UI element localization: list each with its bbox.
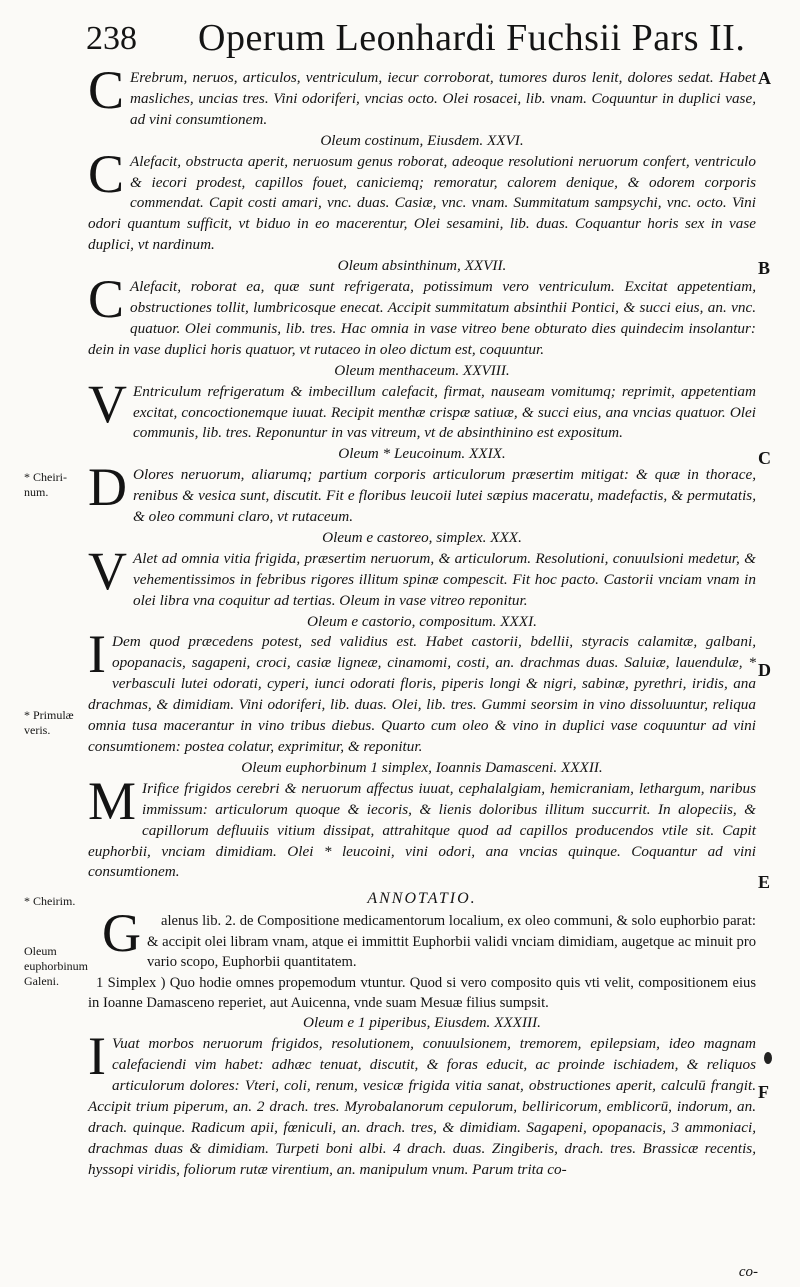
paragraph-oleum-masticinum: CErebrum, neruos, articulos, ventriculum, iecur corroborat, tumores duros lenit, dolores sedat. Habet masliches, uncias tres. Vini odoriferi, vncias octo. Olei rosacei, lib. vnam. Coquuntur in duplici vase, ad vini consumtionem. [88, 60, 756, 128]
heading-oleum-absinthinum: Oleum absinthinum, XXVII. [337, 257, 507, 275]
annotatio-text: Galenus lib. 2. de Compositione medicamentorum localium, ex oleo communi, & solo euphorbio parat: & accipit olei libram vnam, atque ei immittit Euphorbii validi vnciam dimidiam, augetque ac minuit pro vario scopo, Euphorbii quantitatem. [102, 903, 756, 971]
margin-letter-a: A [758, 68, 771, 88]
heading-oleum-leucoinum: Oleum * Leucoinum. XXIX. [338, 445, 506, 463]
margin-note-oleum-euphorbinum-galeni: Oleum euphorbinum Galeni. [24, 944, 88, 988]
margin-letter-e: E [758, 872, 771, 892]
paragraph-oleum-piperibus: IVuat morbos neruorum frigidos, resolutionem, conuulsionem, tremorem, epilepsiam, ideo magnam calefaciendi vim habet: adhæc tenuat, discutit, & foras educit, ac proinde ischiadem, & reliquos articulorum dolores: Vteri, coli, renum, vesicæ frigida vitia sanat, obstructiones aperit, calculū frangit. Accipit trium piperum, an. 2 drach. tres. Myrobalanorum cepulorum, belliricorum, emblicorū, indorum, an. drach. quinque. Radicum apii, fœniculi, an. drach. tres, & dimidiam. Sagapeni, opopanacis, 3 ammoniaci, drachmas duas & dimidiam. Turpeti boni albi. 4 drach. duas. Zingiberis, drach. tres. Brassicæ recentis, hyssopi viridis, foliorum rutæ virentium, an. manipulum vnum. Parum trita co- [88, 1026, 756, 1178]
heading-oleum-menthaceum: Oleum menthaceum. XXVIII. [334, 361, 510, 379]
catchword: co- [738, 1264, 758, 1280]
heading-oleum-euphorbinum: Oleum euphorbinum 1 simplex, Ioannis Damasceni. XXXII. [241, 758, 603, 776]
heading-oleum-piperibus: Oleum e 1 piperibus, Eiusdem. XXXIII. [303, 1014, 541, 1032]
heading-oleum-castorio-compositum: Oleum e castorio, compositum. XXXI. [307, 612, 537, 630]
margin-letter-f: F [758, 1082, 769, 1102]
margin-note-primulae-veris: * Primulæ veris. [24, 708, 74, 737]
paragraph-oleum-leucoinum: DOlores neruorum, aliarumq; partium corporis articulorum præsertim mitigat: & quæ in thorace, renibus & vesica sunt, discutit. Fit e floribus leucoii lutei sæpius maceratu, madefactis, & permutatis, & oleo communi claro, vt rutaceum. [88, 457, 756, 526]
paragraph-oleum-euphorbinum: MIrifice frigidos cerebri & neruorum affectus iuuat, cephalalgiam, hemicraniam, lethargum, naribus immissum: articulorum quoque & iecoris, & lienis doloribus illitum succurrit. In alopeciis, & capillorum defluuiis vitium dissipat, attrahitque quod ad capillos producendos vtile sit. Capit euphorbii, vnciam dimidiam. Olei * leucoini, vini odori, ana vncias quinque. Coquantur ad vini consumtionem. [88, 770, 756, 881]
paragraph-oleum-menthaceum: VEntriculum refrigeratum & imbecillum calefacit, firmat, nauseam vomitumq; reprimit, appetentiam excitat, concoctionemque iuuat. Recipit menthæ crispæ satiuæ, & succi eius, ana vncias quatuor. Olei communis, lib. tres. Reponuntur in vas vitreum, vt de absinthinino est expositum. [88, 373, 756, 442]
margin-note-cheirinum: * Cheiri-num. [24, 470, 67, 499]
margin-note-cheirim: * Cheirim. [24, 894, 76, 908]
margin-letter-b: B [758, 258, 771, 278]
margin-letter-c: C [758, 448, 771, 468]
ink-blot [764, 1052, 772, 1064]
annotatio-heading: ANNOTATIO. [367, 890, 477, 908]
heading-oleum-castoreo-simplex: Oleum e castoreo, simplex. XXX. [322, 528, 522, 546]
running-title: Operum Leonhardi Fuchsii Pars II. [198, 17, 746, 59]
paragraph-oleum-absinthinum: CAlefacit, roborat ea, quæ sunt refrigerata, potissimum vero ventriculum. Excitat appetentiam, obstructiones tollit, lumbricosque enecat. Accipit summitatum absinthii Pontici, & succi eius, an. vnc. quatuor. Olei communis, lib. tres. Hac omnia in vase vitreo bene obturato dies quindecim insolantur: dein in vase duplici horis quatuor, vt rutaceo in oleo dictum est, coquuntur. [88, 269, 756, 358]
page-number: 238 [86, 20, 137, 57]
heading-oleum-costinum: Oleum costinum, Eiusdem. XXVI. [320, 131, 524, 149]
annotatio-note: 1 Simplex ) Quo hodie omnes propemodum vtuntur. Quod si vero composito quis vti velit, compositionem eius in Ioanne Damasceno reperiet, aut Auicenna, vnde suam Mesuæ filius sumpsit. [88, 974, 756, 1011]
margin-letter-d: D [758, 660, 771, 680]
main-text [88, 60, 756, 1181]
paragraph-oleum-castorio-compositum: IDem quod præcedens potest, sed validius est. Habet castorii, bdellii, styracis calamitæ, galbani, opopanacis, sagapeni, croci, casiæ ligneæ, cinamomi, costi, an. drachmas duas. Saluiæ, lauendulæ, * verbasculi lutei odorati, cyperi, iunci odorati floris, piperis longi & nigri, sabinæ, pyrethri, iridis, ana drachmas, & dimidiam. Vini odoriferi, lib. duas. Olei, lib. tres. Gummi seorsim in vino dissoluuntur, reliqua omnia tusa macerantur in vino tribus diebus. Quarto cum oleo & vino in duplici vase coquuntur ad vini consumtionem: postea colatur, exprimitur, & reponitur. [88, 624, 756, 755]
page-header [86, 16, 746, 64]
paragraph-oleum-castoreo-simplex: VAlet ad omnia vitia frigida, præsertim neruorum, & articulorum. Resolutioni, conuulsioni medetur, & vehementissimos in febribus rigores illitum spinæ compescit. Fit hoc pacto. Castorii vnciam vnam in olei libra vna coquitur ad tertias. Oleum in vase vitreo reponitur. [88, 540, 756, 609]
paragraph-oleum-costinum: CAlefacit, obstructa aperit, neruosum genus roborat, adeoque resolutioni neruorum confert, ventriculo & iecori prodest, capillos fouet, caniciemq; remoratur, calorem denique, & odorem corporis commendat. Capit costi amari, vnc. duas. Casiæ, vnc. vnam. Summitatum sampsychi, vnc. octo. Vini odori quantum sufficit, vt biduo in eo macerentur, Olei sesamini, lib. duas. Coquantur horis sex in vase duplici, vt nardinum. [88, 143, 756, 254]
